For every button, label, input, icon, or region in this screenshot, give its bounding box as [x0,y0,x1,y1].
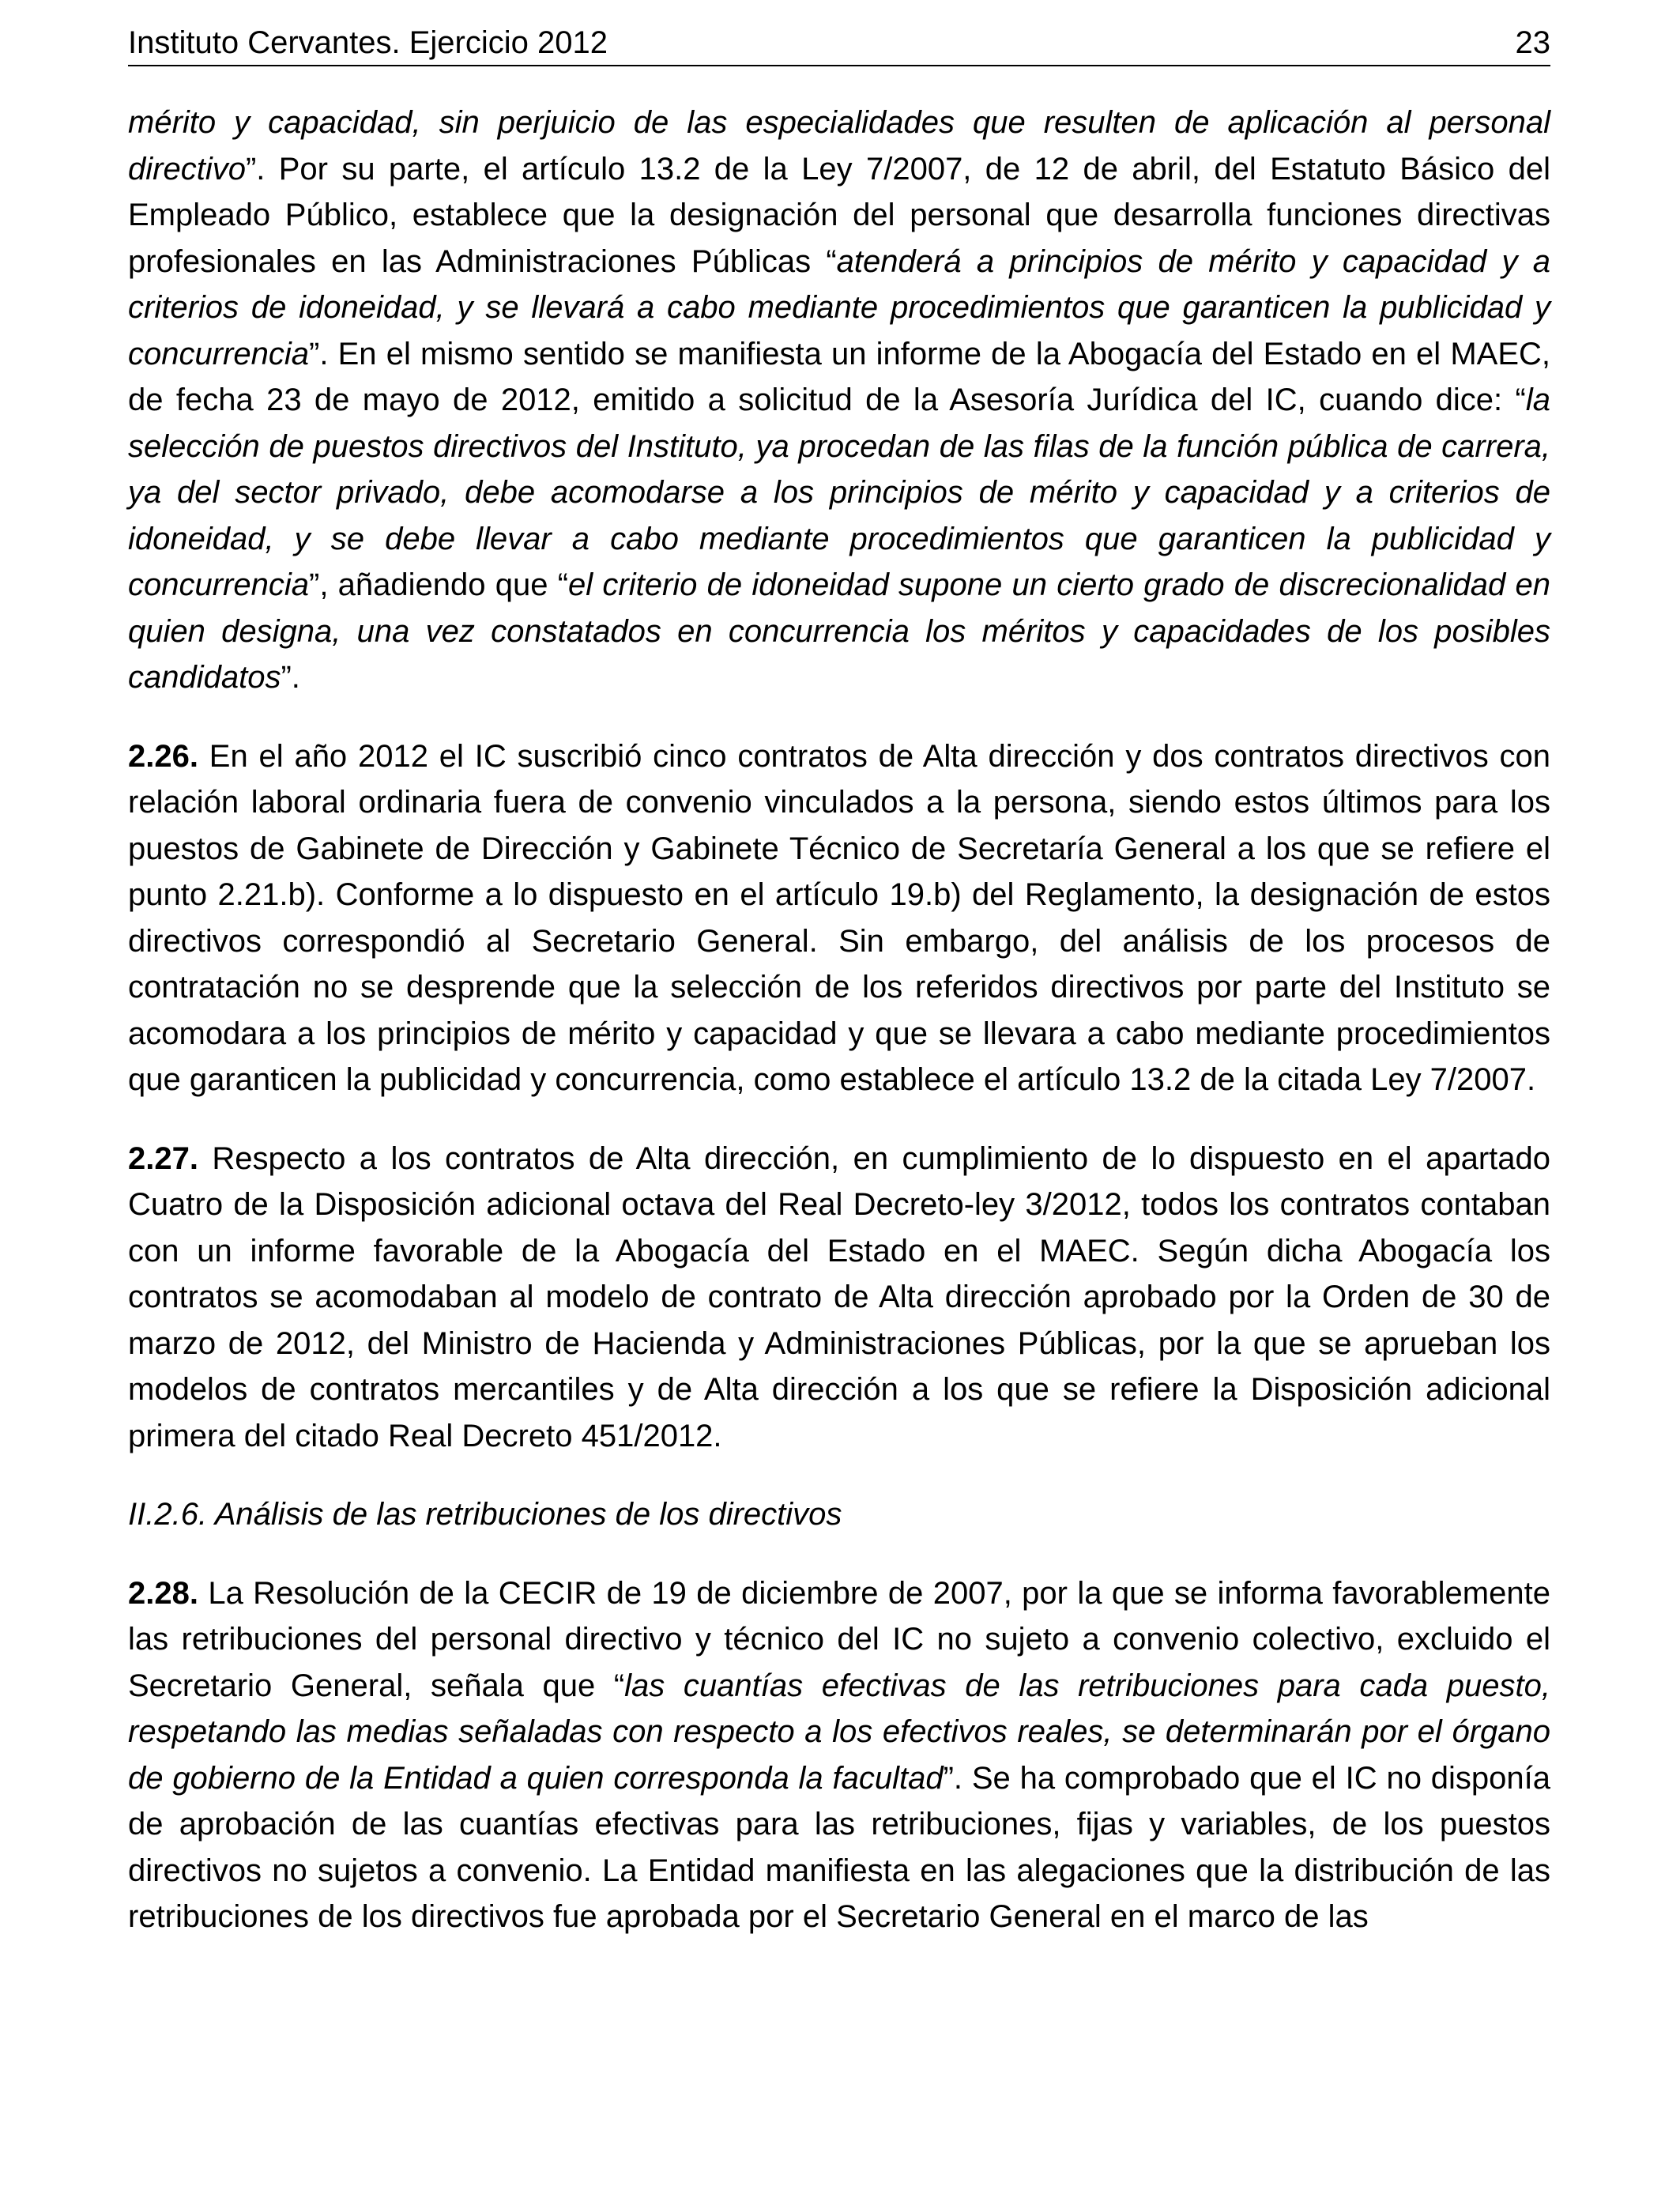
page-number: 23 [1515,25,1550,60]
paragraph-continuation [128,100,1550,701]
paragraph-number: 2.26. [128,738,198,774]
text-run: ”. Por su parte, el artículo 13.2 de la Ley 7/2007, de 12 de abril, del Estatuto Básico del Empleado Público, establece que la designación del personal que desarrolla funciones directivas profesionales en las Administraciones Públicas “ [128,151,1550,279]
paragraph-2-28 [128,1570,1550,1940]
document-body [128,100,1550,1973]
paragraph-text: Respecto a los contratos de Alta dirección, en cumplimiento de lo dispuesto en el apartado Cuatro de la Disposición adicional octava del Real Decreto-ley 3/2012, todos los contratos contaban con un informe favorable de la Abogacía del Estado en el MAEC. Según dicha Abogacía los contratos se acomodaban al modelo de contrato de Alta dirección aprobado por la Orden de 30 de marzo de 2012, del Ministro de Hacienda y Administraciones Públicas, por la que se aprueban los modelos de contratos mercantiles y de Alta dirección a los que se refiere la Disposición adicional primera del citado Real Decreto 451/2012. [128,1140,1550,1453]
quote-italic: atenderá a principios de mérito y capacidad y a criterios de idoneidad, y se llevará a cabo mediante procedimientos que garanticen la publicidad y concurrencia [128,243,1551,371]
header-title: Instituto Cervantes. Ejercicio 2012 [128,25,608,60]
text-run: ”, añadiendo que “ [309,567,569,602]
paragraph-number: 2.27. [128,1140,198,1176]
text-run: ”. Se ha comprobado que el IC no disponía de aprobación de las cuantías efectivas para las retribuciones, fijas y variables, de los puestos directivos no sujetos a convenio. La Entidad manifiesta en las alegaciones que la distribución de las retribuciones de los directivos fue aprobada por el Secretario General en el marco de las [128,1760,1550,1934]
paragraph-text: En el año 2012 el IC suscribió cinco contratos de Alta dirección y dos contratos directivos con relación laboral ordinaria fuera de convenio vinculados a la persona, siendo estos últimos para los puestos de Gabinete de Dirección y Gabinete Técnico de Secretaría General a los que se refiere el punto 2.21.b). Conforme a lo dispuesto en el artículo 19.b) del Reglamento, la designación de estos directivos correspondió al Secretario General. Sin embargo, del análisis de los procesos de contratación no se desprende que la selección de los referidos directivos por parte del Instituto se acomodara a los principios de mérito y capacidad y que se llevara a cabo mediante procedimientos que garanticen la publicidad y concurrencia, como establece el artículo 13.2 de la citada Ley 7/2007. [128,738,1550,1097]
quote-italic: mérito y capacidad, sin perjuicio de las especialidades que resulten de aplicación al personal directivo [128,105,1550,187]
quote-italic: el criterio de idoneidad supone un cierto grado de discrecionalidad en quien designa, una vez constatados en concurrencia los méritos y capacidades de los posibles candidatos [128,567,1551,695]
paragraph-number: 2.28. [128,1575,198,1611]
paragraph-2-26 [128,733,1550,1103]
paragraph-2-27 [128,1136,1550,1460]
quote-italic: la selección de puestos directivos del Instituto, ya procedan de las filas de la función pública de carrera, ya del sector privado, debe acomodarse a los principios de mérito y capacidad y a criterios de idoneidad, y se debe llevar a cabo mediante procedimientos que garanticen la publicidad y concurrencia [128,383,1550,602]
text-run: ”. En el mismo sentido se manifiesta un informe de la Abogacía del Estado en el MAEC, de fecha 23 de mayo de 2012, emitido a solicitud de la Asesoría Jurídica del IC, cuando dice: “ [128,336,1550,417]
document-page [128,0,1550,2194]
text-run: La Resolución de la CECIR de 19 de diciembre de 2007, por la que se informa favorablemente las retribuciones del personal directivo y técnico del IC no sujeto a convenio colectivo, excluido el Secretario General, señala que “ [128,1575,1550,1703]
page-header [128,22,1550,66]
quote-italic: las cuantías efectivas de las retribuciones para cada puesto, respetando las medias señaladas con respecto a los efectivos reales, se determinarán por el órgano de gobierno de la Entidad a quien corresponda la facultad [128,1668,1550,1796]
text-run: ”. [281,660,300,695]
section-heading: II.2.6. Análisis de las retribuciones de los directivos [128,1497,842,1532]
